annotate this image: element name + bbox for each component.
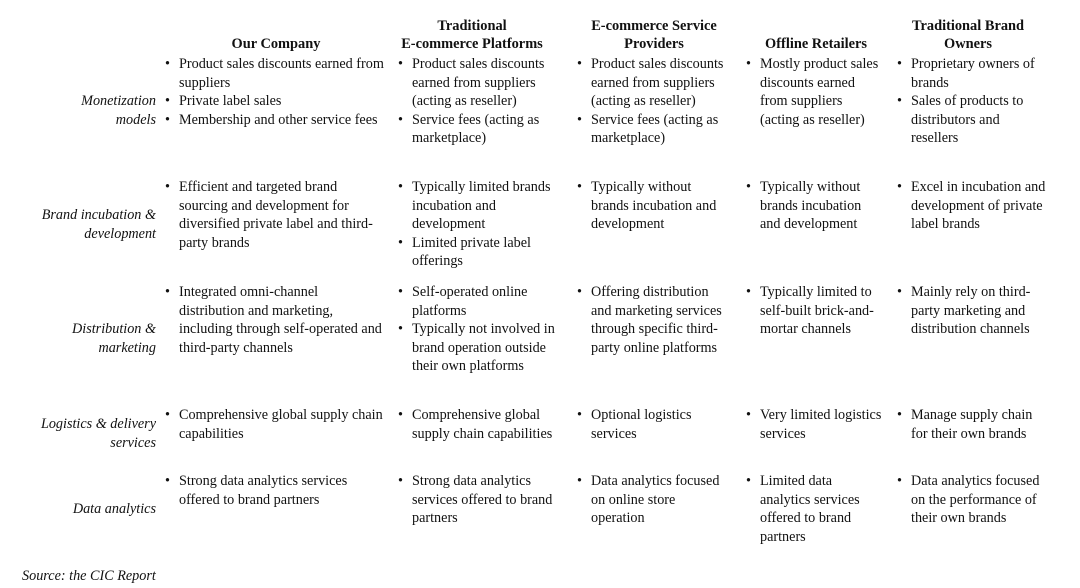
cell-brand-incubation-development-traditional-ecommerce	[398, 178, 560, 271]
cell-logistics-delivery-services-our-company	[165, 406, 387, 443]
cell-distribution-marketing-our-company	[165, 283, 387, 357]
bullet-item: • Limited data analytics services offered to brand partners	[746, 472, 884, 546]
bullet-list	[746, 472, 884, 546]
row-label-line: Logistics & delivery	[40, 416, 156, 432]
bullet-list	[577, 283, 729, 357]
bullet-list	[746, 406, 884, 443]
cell-logistics-delivery-services-traditional-ecommerce	[398, 406, 560, 443]
bullet-item: • Efficient and targeted brand sourcing and development for diversified private label and third-party brands	[165, 178, 387, 252]
bullet-item: • Excel in incubation and development of private label brands	[897, 178, 1047, 234]
bullet-list	[165, 283, 387, 357]
cell-data-analytics-our-company	[165, 472, 387, 509]
bullet-list	[398, 283, 560, 376]
cell-monetization-models-traditional-ecommerce	[398, 55, 560, 148]
bullet-list	[746, 55, 884, 129]
bullet-item: • Typically without brands incubation and development	[577, 178, 729, 234]
bullet-item: • Product sales discounts earned from suppliers (acting as reseller)	[398, 55, 560, 111]
bullet-item: • Service fees (acting as marketplace)	[577, 111, 729, 148]
bullet-item: • Proprietary owners of brands	[897, 55, 1047, 92]
bullet-list	[165, 178, 387, 252]
bullet-item: • Strong data analytics services offered to brand partners	[398, 472, 560, 528]
cell-monetization-models-our-company	[165, 55, 387, 129]
bullet-list	[746, 283, 884, 339]
bullet-item: • Very limited logistics services	[746, 406, 884, 443]
bullet-list	[165, 406, 387, 443]
row-label-monetization-models	[0, 92, 156, 129]
cell-data-analytics-ecommerce-service-providers	[577, 472, 729, 528]
cell-data-analytics-traditional-ecommerce	[398, 472, 560, 528]
bullet-list	[897, 283, 1047, 339]
bullet-list	[577, 55, 729, 148]
bullet-list	[897, 178, 1047, 234]
cell-distribution-marketing-offline-retailers	[746, 283, 884, 339]
row-label-line: marketing	[98, 339, 156, 356]
bullet-list	[897, 55, 1047, 148]
bullet-item: • Sales of products to distributors and resellers	[897, 92, 1047, 148]
cell-brand-incubation-development-our-company	[165, 178, 387, 252]
bullet-item: • Strong data analytics services offered to brand partners	[165, 472, 387, 509]
bullet-item: • Typically limited brands incubation and development	[398, 178, 560, 234]
bullet-list	[165, 55, 387, 129]
cell-distribution-marketing-traditional-brand-owners	[897, 283, 1047, 339]
bullet-list	[577, 472, 729, 528]
cell-monetization-models-ecommerce-service-providers	[577, 55, 729, 148]
cell-distribution-marketing-ecommerce-service-providers	[577, 283, 729, 357]
cell-brand-incubation-development-ecommerce-service-providers	[577, 178, 729, 234]
row-label-distribution-marketing	[0, 320, 156, 357]
cell-data-analytics-offline-retailers	[746, 472, 884, 546]
bullet-item: • Integrated omni-channel distribution and marketing, including through self-operated and third-party channels	[165, 283, 387, 357]
bullet-list	[398, 178, 560, 271]
cell-distribution-marketing-traditional-ecommerce	[398, 283, 560, 376]
bullet-item: • Data analytics focused on the performance of their own brands	[897, 472, 1047, 528]
bullet-item: • Typically limited to self-built brick-and-mortar channels	[746, 283, 884, 339]
bullet-item: • Limited private label offerings	[398, 234, 560, 271]
bullet-item: • Private label sales	[165, 92, 387, 111]
bullet-list	[398, 472, 560, 528]
bullet-item: • Self-operated online platforms	[398, 283, 560, 320]
cell-monetization-models-traditional-brand-owners	[897, 55, 1047, 148]
header-ecommerce-service-providers: E-commerce Service Providers	[591, 17, 717, 53]
cell-brand-incubation-development-offline-retailers	[746, 178, 884, 234]
source-note: Source: the CIC Report	[22, 568, 156, 584]
bullet-item: • Mainly rely on third-party marketing and distribution channels	[897, 283, 1047, 339]
bullet-item: • Product sales discounts earned from suppliers	[165, 55, 387, 92]
bullet-list	[398, 406, 560, 443]
bullet-list	[398, 55, 560, 148]
cell-logistics-delivery-services-offline-retailers	[746, 406, 884, 443]
header-offline-retailers: Offline Retailers	[765, 36, 867, 53]
row-label-brand-incubation-development	[0, 206, 156, 243]
bullet-item: • Product sales discounts earned from suppliers (acting as reseller)	[577, 55, 729, 111]
bullet-item: • Manage supply chain for their own brands	[897, 406, 1047, 443]
bullet-item: • Offering distribution and marketing services through specific third-party online platforms	[577, 283, 729, 357]
bullet-item: • Typically without brands incubation and development	[746, 178, 884, 234]
header-traditional-brand-owners: Traditional Brand Owners	[911, 17, 1025, 53]
row-label-line: development	[84, 225, 156, 242]
bullet-list	[897, 406, 1047, 443]
bullet-item: • Data analytics focused on online store operation	[577, 472, 729, 528]
row-label-line: Distribution &	[72, 321, 156, 337]
row-label-logistics-delivery-services	[0, 415, 156, 452]
cell-logistics-delivery-services-traditional-brand-owners	[897, 406, 1047, 443]
bullet-list	[165, 472, 387, 509]
bullet-item: • Optional logistics services	[577, 406, 729, 443]
cell-monetization-models-offline-retailers	[746, 55, 884, 129]
bullet-item: • Membership and other service fees	[165, 111, 387, 130]
row-label-line: models	[115, 111, 156, 128]
row-label-line: Brand incubation &	[41, 207, 156, 223]
cell-data-analytics-traditional-brand-owners	[897, 472, 1047, 528]
bullet-item: • Typically not involved in brand operation outside their own platforms	[398, 320, 560, 376]
bullet-item: • Service fees (acting as marketplace)	[398, 111, 560, 148]
bullet-list	[746, 178, 884, 234]
bullet-item: • Mostly product sales discounts earned from suppliers (acting as reseller)	[746, 55, 884, 129]
cell-logistics-delivery-services-ecommerce-service-providers	[577, 406, 729, 443]
cell-brand-incubation-development-traditional-brand-owners	[897, 178, 1047, 234]
bullet-list	[577, 178, 729, 234]
row-label-data-analytics	[0, 500, 156, 519]
bullet-item: • Comprehensive global supply chain capabilities	[165, 406, 387, 443]
bullet-list	[577, 406, 729, 443]
bullet-list	[897, 472, 1047, 528]
row-label-line: Monetization	[81, 93, 156, 109]
header-traditional-ecommerce: Traditional E-commerce Platforms	[401, 17, 543, 53]
row-label-line: services	[110, 434, 156, 451]
row-label-line: Data analytics	[72, 501, 156, 517]
bullet-item: • Comprehensive global supply chain capabilities	[398, 406, 560, 443]
header-our-company: Our Company	[231, 36, 321, 53]
